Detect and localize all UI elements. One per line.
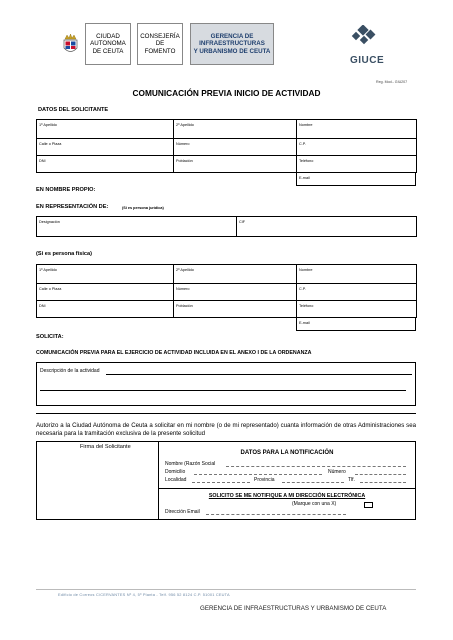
coat-of-arms-icon [61,33,80,55]
header-line: Y URBANISMO DE CEUTA [193,47,271,55]
domicilio-label: Domicilio [165,469,186,475]
field-cp[interactable] [297,139,417,156]
firma-label: Firma del Solicitante [80,444,131,450]
header-line: CONSEJERÍA [140,32,180,40]
signature-area[interactable] [45,452,155,518]
field-apellido1[interactable] [37,120,174,139]
field-numero[interactable] [174,284,297,301]
section-representacion: EN REPRESENTACIÓN DE: [36,204,109,210]
footer-address: Edificio de Correos C/CERVANTES Nº 4, 5º Planta - Telf. 956 52 8124 C.P. 51001 CEUTA [58,592,230,597]
page-title: COMUNICACIÓN PREVIA INICIO DE ACTIVIDAD [132,88,321,98]
tlf-field[interactable] [360,482,406,483]
section-persona-fisica: (Si es persona física) [36,251,92,257]
field-label: Nombre [299,123,313,127]
field-email[interactable] [297,173,416,186]
header-line: FOMENTO [144,47,176,55]
field-apellido1[interactable] [37,265,174,284]
descripcion-label: Descripción de la actividad [40,368,100,374]
marque-label: (Marque con una X) [292,501,337,507]
field-email[interactable] [297,318,416,331]
header-box-ciudad [85,23,131,65]
provincia-label: Provincia [254,477,275,483]
section-nombre-propio: EN NOMBRE PROPIO: [36,187,96,193]
notify-checkbox[interactable] [364,502,373,508]
field-numero[interactable] [174,139,297,156]
field-nombre[interactable] [297,265,417,284]
field-cif[interactable] [237,217,417,237]
localidad-field[interactable] [192,482,250,483]
field-label: Designación [39,220,60,224]
representacion-table [36,216,417,237]
field-dni[interactable] [37,156,174,173]
field-telefono[interactable] [297,301,417,318]
field-label: Nombre [299,268,313,272]
field-label: Teléfono [299,304,314,308]
email-label: Dirección Email [165,509,200,515]
field-label: 1º Apellido [39,268,57,272]
fisica-table [36,264,417,318]
autorizo-text: Autorizo a la Ciudad Autónoma de Ceuta a solicitar en mi nombre (o de mi representado) cuanta información de otras Administraciones sea necesaria para la tramitación exclusiva de la presente solicitud [36,422,416,438]
section-solicitante: DATOS DEL SOLICITANTE [38,107,109,113]
field-label: Número [176,142,190,146]
electronica-heading: SOLICITO SE ME NOTIFIQUE A MI DIRECCIÓN ELECTRÓNICA [208,493,366,499]
provincia-field[interactable] [282,482,344,483]
field-label: Teléfono [299,159,314,163]
field-apellido2[interactable] [174,120,297,139]
field-label: DNI [39,159,46,163]
reg-number: Reg. Mod.- GIU207 [376,80,408,84]
field-label: E-mail [299,321,310,325]
header-line: DE CEUTA [92,47,124,55]
numero-field[interactable] [355,474,406,475]
nombre-field[interactable] [226,466,406,467]
field-apellido2[interactable] [174,265,297,284]
domicilio-field[interactable] [194,474,322,475]
header-line: INFRAESTRUCTURAS [199,40,265,48]
solicitante-email-table [296,172,416,186]
header-box-gerencia [190,23,274,65]
divider [158,488,416,489]
field-telefono[interactable] [297,156,417,173]
header-line: AUTONOMA [90,40,126,48]
descripcion-line [106,374,412,375]
numero-label: Número [328,469,346,475]
field-label: E-mail [299,176,310,180]
field-poblacion[interactable] [174,301,297,318]
field-dni[interactable] [37,301,174,318]
descripcion-line [40,390,406,391]
field-calle[interactable] [37,139,174,156]
logo-text: GIUCE [350,55,385,66]
field-label: Población [176,304,193,308]
solicitante-table [36,119,417,173]
localidad-label: Localidad [165,477,187,483]
field-calle[interactable] [37,284,174,301]
header-line: CIUDAD [96,32,120,40]
field-label: C.P. [299,287,306,291]
field-poblacion[interactable] [174,156,297,173]
field-label: Población [176,159,193,163]
fisica-email-table [296,317,416,331]
header-line: DE [155,40,165,48]
field-label: 2º Apellido [176,268,194,272]
field-label: CIF [239,220,246,224]
field-cp[interactable] [297,284,417,301]
field-label: 1º Apellido [39,123,57,127]
field-label: C.P. [299,142,306,146]
field-nombre[interactable] [297,120,417,139]
field-label: 2º Apellido [176,123,194,127]
section-solicita: SOLICITA: [36,334,64,340]
field-designacion[interactable] [37,217,237,237]
representacion-note: (Si es persona jurídica) [122,206,164,210]
field-label: Calle o Plaza [39,142,62,146]
field-label: DNI [39,304,46,308]
email-field[interactable] [206,514,346,515]
tlf-label: Tlf. [348,477,355,483]
footer-org: GERENCIA DE INFRAESTRUCTURAS Y URBANISMO DE CEUTA [200,605,387,612]
nombre-label: Nombre (Razón Social [165,461,216,467]
notificacion-heading: DATOS PARA LA NOTIFICACIÓN [240,450,334,456]
header-box-consejeria [137,23,183,65]
footer-rule [36,589,416,590]
field-label: Calle o Plaza [39,287,62,291]
solicita-text: COMUNICACIÓN PREVIA PARA EL EJERCICIO DE ACTIVIDAD INCLUIDA EN EL ANEXO I DE LA ORDENANZA [36,350,312,356]
giuce-logo-icon [345,25,385,57]
field-label: Número [176,287,190,291]
header-line: GERENCIA DE [210,32,254,40]
